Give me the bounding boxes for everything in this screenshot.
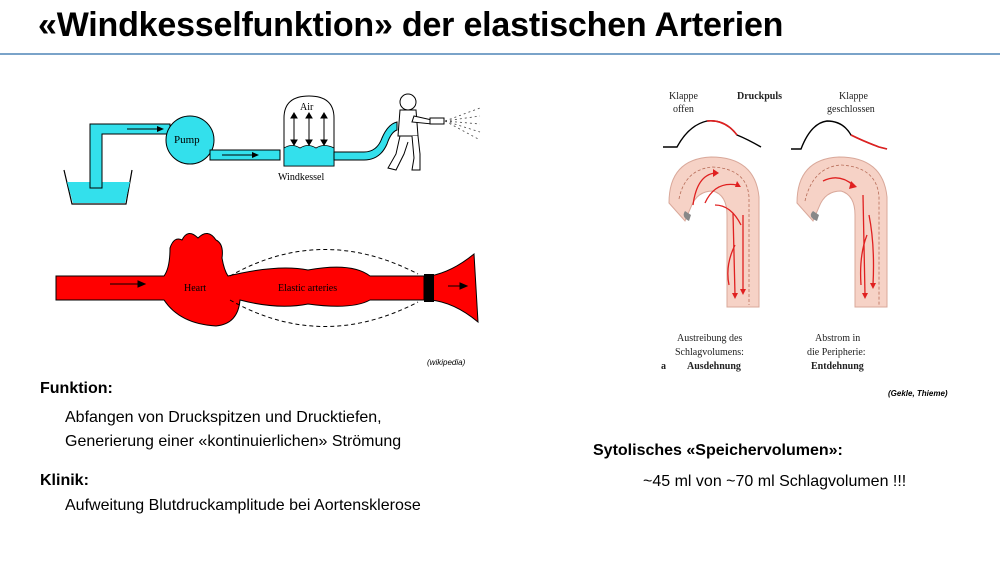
klinik-heading: Klinik: [40, 472, 89, 489]
gekle-thieme-credit: (Gekle, Thieme) [888, 389, 948, 398]
wikipedia-credit: (wikipedia) [427, 358, 466, 367]
klappe-geschlossen-label-1: Klappe [839, 91, 868, 102]
aorta-left [669, 157, 759, 307]
funktion-line-2: Generierung einer «kontinuierlichen» Strömung [65, 433, 402, 450]
klappe-geschlossen-label-2: geschlossen [827, 104, 875, 115]
klappe-offen-label-2: offen [673, 104, 694, 115]
pressure-curve-left [663, 121, 761, 147]
aorta-windkessel-figure [655, 85, 915, 385]
elastic-arteries-label: Elastic arteries [278, 283, 338, 294]
druckpuls-label: Druckpuls [737, 91, 783, 102]
funktion-line-1: Abfangen von Druckspitzen und Drucktiefen, [65, 409, 382, 426]
caption-b-line3: Entdehnung [811, 361, 864, 372]
air-label: Air [300, 102, 314, 113]
windkessel-label: Windkessel [278, 172, 325, 183]
caption-b-line1: Abstrom in [815, 333, 861, 344]
klinik-line-1: Aufweitung Blutdruckamplitude bei Aortensklerose [65, 497, 421, 514]
resistance-block [424, 274, 434, 302]
caption-a-letter: a [661, 361, 666, 372]
caption-a-line2: Schlagvolumens: [675, 347, 744, 358]
speichervolumen-line-1: ~45 ml von ~70 ml Schlagvolumen !!! [643, 473, 907, 490]
title-divider [0, 53, 1000, 55]
windkessel-analogy-figure [52, 88, 482, 338]
slide-title: «Windkesselfunktion» der elastischen Arterien [38, 6, 784, 44]
funktion-heading: Funktion: [40, 380, 113, 397]
heart-label: Heart [184, 283, 207, 294]
klappe-offen-label-1: Klappe [669, 91, 698, 102]
speichervolumen-heading: Sytolisches «Speichervolumen»: [593, 442, 843, 459]
caption-a-line3: Ausdehnung [687, 361, 741, 372]
caption-a-line1: Austreibung des [677, 333, 743, 344]
flared-outlet [430, 254, 478, 322]
firefighter [388, 94, 444, 170]
caption-b-line2: die Peripherie: [807, 347, 866, 358]
pump-label: Pump [174, 134, 200, 146]
blood-vessel [56, 233, 424, 326]
